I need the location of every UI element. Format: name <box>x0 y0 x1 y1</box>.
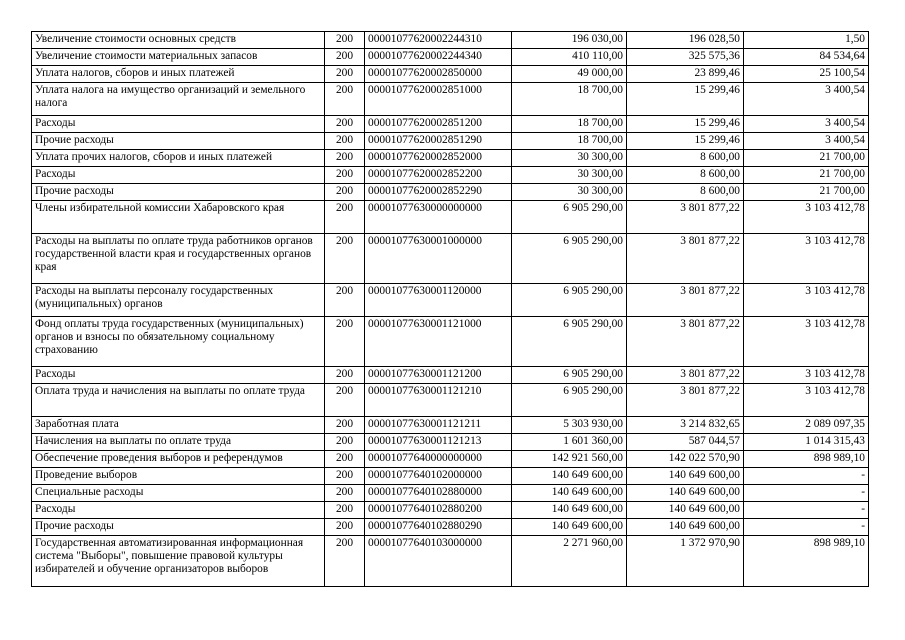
row-code-cell: 200 <box>325 417 365 434</box>
table-row <box>32 116 869 133</box>
row-classification-code-cell: 00001077640102880000 <box>365 485 512 502</box>
row-executed-amount-cell: 8 600,00 <box>627 184 744 201</box>
table-row <box>32 367 869 384</box>
row-approved-amount-cell: 30 300,00 <box>512 150 627 167</box>
row-executed-amount-cell: 15 299,46 <box>627 116 744 133</box>
row-classification-code-cell: 00001077620002851000 <box>365 83 512 116</box>
row-executed-amount-cell: 3 801 877,22 <box>627 384 744 417</box>
row-classification-code-cell: 00001077630001121000 <box>365 317 512 367</box>
row-approved-amount-cell: 30 300,00 <box>512 167 627 184</box>
row-executed-amount-cell: 1 372 970,90 <box>627 536 744 587</box>
row-name-cell: Расходы <box>32 502 325 519</box>
table-row <box>32 519 869 536</box>
row-unexecuted-amount-cell: 2 089 097,35 <box>744 417 869 434</box>
row-executed-amount-cell: 587 044,57 <box>627 434 744 451</box>
row-unexecuted-amount-cell: 3 103 412,78 <box>744 367 869 384</box>
row-name-cell: Расходы <box>32 167 325 184</box>
row-code-cell: 200 <box>325 167 365 184</box>
row-name-cell: Увеличение стоимости основных средств <box>32 32 325 49</box>
table-row <box>32 66 869 83</box>
table-row <box>32 536 869 587</box>
table-row <box>32 49 869 66</box>
row-code-cell: 200 <box>325 66 365 83</box>
row-approved-amount-cell: 142 921 560,00 <box>512 451 627 468</box>
row-code-cell: 200 <box>325 384 365 417</box>
row-unexecuted-amount-cell: - <box>744 468 869 485</box>
row-executed-amount-cell: 196 028,50 <box>627 32 744 49</box>
row-name-cell: Фонд оплаты труда государственных (муниципальных) органов и взносы по обязательному социальному страхованию <box>32 317 325 367</box>
row-approved-amount-cell: 18 700,00 <box>512 133 627 150</box>
table-row <box>32 451 869 468</box>
row-unexecuted-amount-cell: 21 700,00 <box>744 167 869 184</box>
row-name-cell: Прочие расходы <box>32 519 325 536</box>
row-code-cell: 200 <box>325 485 365 502</box>
row-executed-amount-cell: 325 575,36 <box>627 49 744 66</box>
row-approved-amount-cell: 6 905 290,00 <box>512 317 627 367</box>
row-classification-code-cell: 00001077620002851290 <box>365 133 512 150</box>
row-code-cell: 200 <box>325 367 365 384</box>
row-classification-code-cell: 00001077630000000000 <box>365 201 512 234</box>
table-row <box>32 184 869 201</box>
row-classification-code-cell: 00001077630001121213 <box>365 434 512 451</box>
row-name-cell: Уплата налога на имущество организаций и земельного налога <box>32 83 325 116</box>
row-approved-amount-cell: 6 905 290,00 <box>512 234 627 284</box>
row-executed-amount-cell: 3 801 877,22 <box>627 317 744 367</box>
row-approved-amount-cell: 6 905 290,00 <box>512 384 627 417</box>
row-name-cell: Члены избирательной комиссии Хабаровского края <box>32 201 325 234</box>
budget-execution-table <box>31 31 869 587</box>
row-name-cell: Прочие расходы <box>32 184 325 201</box>
row-code-cell: 200 <box>325 116 365 133</box>
row-code-cell: 200 <box>325 536 365 587</box>
row-code-cell: 200 <box>325 317 365 367</box>
table-row <box>32 284 869 317</box>
row-classification-code-cell: 00001077640102880200 <box>365 502 512 519</box>
row-unexecuted-amount-cell: 21 700,00 <box>744 150 869 167</box>
row-classification-code-cell: 00001077630001121200 <box>365 367 512 384</box>
row-code-cell: 200 <box>325 184 365 201</box>
row-unexecuted-amount-cell: 3 400,54 <box>744 133 869 150</box>
row-name-cell: Расходы на выплаты по оплате труда работников органов государственной власти края и государственных органов края <box>32 234 325 284</box>
table-row <box>32 485 869 502</box>
row-executed-amount-cell: 140 649 600,00 <box>627 502 744 519</box>
row-unexecuted-amount-cell: 898 989,10 <box>744 451 869 468</box>
row-name-cell: Обеспечение проведения выборов и референдумов <box>32 451 325 468</box>
row-approved-amount-cell: 6 905 290,00 <box>512 367 627 384</box>
row-unexecuted-amount-cell: 1,50 <box>744 32 869 49</box>
table-row <box>32 32 869 49</box>
row-executed-amount-cell: 3 801 877,22 <box>627 234 744 284</box>
row-code-cell: 200 <box>325 49 365 66</box>
row-code-cell: 200 <box>325 32 365 49</box>
table-row <box>32 234 869 284</box>
row-approved-amount-cell: 5 303 930,00 <box>512 417 627 434</box>
row-name-cell: Прочие расходы <box>32 133 325 150</box>
row-approved-amount-cell: 6 905 290,00 <box>512 201 627 234</box>
row-approved-amount-cell: 196 030,00 <box>512 32 627 49</box>
row-executed-amount-cell: 23 899,46 <box>627 66 744 83</box>
row-name-cell: Специальные расходы <box>32 485 325 502</box>
row-code-cell: 200 <box>325 133 365 150</box>
row-approved-amount-cell: 410 110,00 <box>512 49 627 66</box>
row-code-cell: 200 <box>325 83 365 116</box>
row-classification-code-cell: 00001077630001121211 <box>365 417 512 434</box>
table-row <box>32 133 869 150</box>
row-classification-code-cell: 00001077620002852200 <box>365 167 512 184</box>
table-row <box>32 434 869 451</box>
row-approved-amount-cell: 140 649 600,00 <box>512 502 627 519</box>
row-code-cell: 200 <box>325 468 365 485</box>
row-name-cell: Оплата труда и начисления на выплаты по оплате труда <box>32 384 325 417</box>
row-classification-code-cell: 00001077640000000000 <box>365 451 512 468</box>
row-name-cell: Государственная автоматизированная информационная система "Выборы", повышение правовой культуры избирателей и обучение организаторов выборов <box>32 536 325 587</box>
table-row <box>32 417 869 434</box>
row-unexecuted-amount-cell: 3 103 412,78 <box>744 234 869 284</box>
row-name-cell: Уплата налогов, сборов и иных платежей <box>32 66 325 83</box>
row-name-cell: Расходы на выплаты персоналу государственных (муниципальных) органов <box>32 284 325 317</box>
row-classification-code-cell: 00001077630001000000 <box>365 234 512 284</box>
row-approved-amount-cell: 140 649 600,00 <box>512 468 627 485</box>
row-name-cell: Увеличение стоимости материальных запасов <box>32 49 325 66</box>
row-approved-amount-cell: 30 300,00 <box>512 184 627 201</box>
row-code-cell: 200 <box>325 434 365 451</box>
row-classification-code-cell: 00001077620002852290 <box>365 184 512 201</box>
row-code-cell: 200 <box>325 284 365 317</box>
row-approved-amount-cell: 18 700,00 <box>512 116 627 133</box>
row-code-cell: 200 <box>325 150 365 167</box>
row-executed-amount-cell: 15 299,46 <box>627 83 744 116</box>
row-executed-amount-cell: 142 022 570,90 <box>627 451 744 468</box>
row-name-cell: Проведение выборов <box>32 468 325 485</box>
row-unexecuted-amount-cell: 898 989,10 <box>744 536 869 587</box>
table-row <box>32 150 869 167</box>
row-classification-code-cell: 00001077620002244310 <box>365 32 512 49</box>
row-code-cell: 200 <box>325 201 365 234</box>
row-classification-code-cell: 00001077630001121210 <box>365 384 512 417</box>
row-approved-amount-cell: 18 700,00 <box>512 83 627 116</box>
row-approved-amount-cell: 140 649 600,00 <box>512 519 627 536</box>
table-row <box>32 167 869 184</box>
row-classification-code-cell: 00001077630001120000 <box>365 284 512 317</box>
table-row <box>32 468 869 485</box>
row-executed-amount-cell: 140 649 600,00 <box>627 519 744 536</box>
row-classification-code-cell: 00001077620002244340 <box>365 49 512 66</box>
row-executed-amount-cell: 8 600,00 <box>627 150 744 167</box>
row-unexecuted-amount-cell: 3 103 412,78 <box>744 284 869 317</box>
row-classification-code-cell: 00001077620002851200 <box>365 116 512 133</box>
row-code-cell: 200 <box>325 234 365 284</box>
row-code-cell: 200 <box>325 451 365 468</box>
row-name-cell: Расходы <box>32 116 325 133</box>
row-unexecuted-amount-cell: 25 100,54 <box>744 66 869 83</box>
row-unexecuted-amount-cell: 1 014 315,43 <box>744 434 869 451</box>
row-classification-code-cell: 00001077620002852000 <box>365 150 512 167</box>
table-row <box>32 201 869 234</box>
row-classification-code-cell: 00001077640102880290 <box>365 519 512 536</box>
row-unexecuted-amount-cell: 3 103 412,78 <box>744 201 869 234</box>
row-executed-amount-cell: 140 649 600,00 <box>627 468 744 485</box>
row-unexecuted-amount-cell: 3 103 412,78 <box>744 384 869 417</box>
row-unexecuted-amount-cell: 84 534,64 <box>744 49 869 66</box>
row-executed-amount-cell: 3 801 877,22 <box>627 284 744 317</box>
row-executed-amount-cell: 3 801 877,22 <box>627 201 744 234</box>
table-row <box>32 502 869 519</box>
row-classification-code-cell: 00001077640102000000 <box>365 468 512 485</box>
row-approved-amount-cell: 140 649 600,00 <box>512 485 627 502</box>
row-approved-amount-cell: 2 271 960,00 <box>512 536 627 587</box>
row-name-cell: Начисления на выплаты по оплате труда <box>32 434 325 451</box>
row-code-cell: 200 <box>325 502 365 519</box>
row-approved-amount-cell: 1 601 360,00 <box>512 434 627 451</box>
row-classification-code-cell: 00001077640103000000 <box>365 536 512 587</box>
row-unexecuted-amount-cell: 3 400,54 <box>744 83 869 116</box>
table-row <box>32 83 869 116</box>
row-approved-amount-cell: 49 000,00 <box>512 66 627 83</box>
row-approved-amount-cell: 6 905 290,00 <box>512 284 627 317</box>
row-executed-amount-cell: 3 801 877,22 <box>627 367 744 384</box>
row-unexecuted-amount-cell: - <box>744 485 869 502</box>
row-unexecuted-amount-cell: - <box>744 502 869 519</box>
row-executed-amount-cell: 8 600,00 <box>627 167 744 184</box>
row-executed-amount-cell: 140 649 600,00 <box>627 485 744 502</box>
row-classification-code-cell: 00001077620002850000 <box>365 66 512 83</box>
row-executed-amount-cell: 3 214 832,65 <box>627 417 744 434</box>
table-row <box>32 384 869 417</box>
row-name-cell: Расходы <box>32 367 325 384</box>
row-name-cell: Заработная плата <box>32 417 325 434</box>
table-body <box>32 32 869 587</box>
row-unexecuted-amount-cell: 3 103 412,78 <box>744 317 869 367</box>
table-row <box>32 317 869 367</box>
row-unexecuted-amount-cell: 21 700,00 <box>744 184 869 201</box>
row-name-cell: Уплата прочих налогов, сборов и иных платежей <box>32 150 325 167</box>
row-code-cell: 200 <box>325 519 365 536</box>
row-unexecuted-amount-cell: 3 400,54 <box>744 116 869 133</box>
row-unexecuted-amount-cell: - <box>744 519 869 536</box>
row-executed-amount-cell: 15 299,46 <box>627 133 744 150</box>
